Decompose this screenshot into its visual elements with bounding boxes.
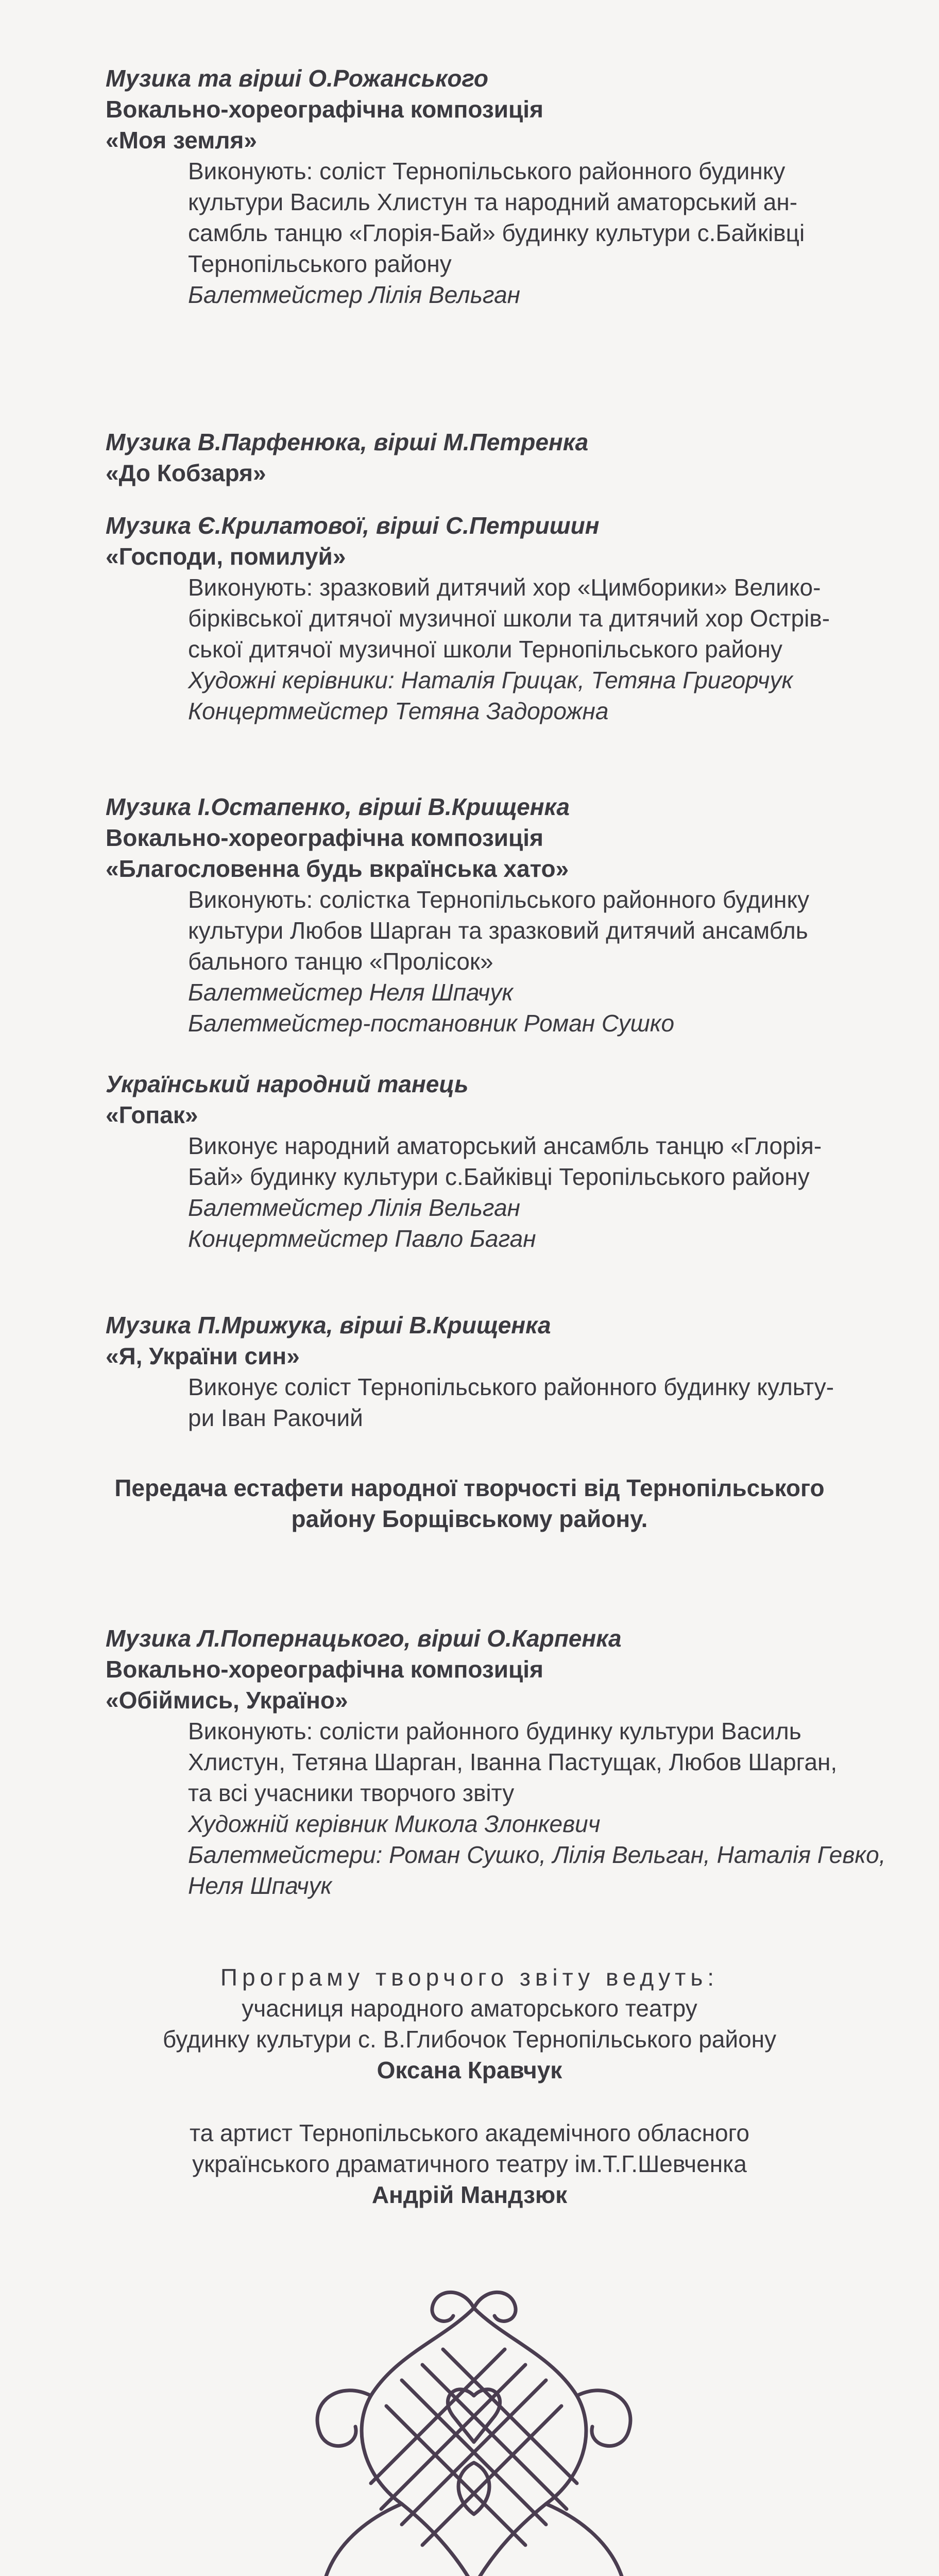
item-performers-line: ської дитячої музичної школи Тернопільського району xyxy=(188,636,783,663)
item-credit-line: Балетмейстер Лілія Вельган xyxy=(188,1194,520,1221)
item-performers-line: бірківської дитячої музичної школи та дитячий хор Острів- xyxy=(188,605,830,632)
item-performers-line: ри Іван Ракочий xyxy=(188,1404,363,1431)
item-credit-line: Балетмейстер-постановник Роман Сушко xyxy=(188,1010,675,1037)
item-author: Музика Л.Попернацького, вірші О.Карпенка xyxy=(106,1625,622,1652)
item-author: Музика П.Мрижука, вірші В.Крищенка xyxy=(106,1312,551,1338)
item-performers-line: та всі учасники творчого звіту xyxy=(188,1780,515,1806)
program-item-7 xyxy=(106,1623,886,1901)
item-performers-line: Виконують: соліст Тернопільського районного будинку xyxy=(188,158,786,184)
host-description-line: учасниця народного аматорського театру xyxy=(242,1995,697,2022)
item-title: «Господи, помилуй» xyxy=(106,543,346,570)
hosts-heading: Програму творчого звіту ведуть: xyxy=(220,1964,719,1991)
item-title: «Обіймись, Україно» xyxy=(106,1687,348,1714)
item-title: «Гопак» xyxy=(106,1101,198,1128)
item-credit-line: Концертмейстер Павло Баган xyxy=(188,1225,536,1252)
item-subtitle: Вокально-хореографічна композиція xyxy=(106,96,543,123)
relay-notice xyxy=(0,1472,939,1534)
host-description-line: та артист Тернопільського академічного обласного xyxy=(190,2120,749,2146)
item-credit-line: Балетмейстер Лілія Вельган xyxy=(188,281,520,308)
program-item-2 xyxy=(106,427,878,488)
item-author: Музика Є.Крилатової, вірші С.Петришин xyxy=(106,512,600,539)
program-item-3 xyxy=(106,510,878,726)
program-item-6 xyxy=(106,1310,878,1433)
item-performers-line: Виконує соліст Тернопільського районного будинку культу- xyxy=(188,1374,834,1400)
item-author: Український народний танець xyxy=(106,1071,469,1097)
item-credit-line: Балетмейстер Неля Шпачук xyxy=(188,979,514,1006)
item-credit-line: Концертмейстер Тетяна Задорожна xyxy=(188,698,609,724)
host-name: Оксана Кравчук xyxy=(377,2057,562,2083)
item-author: Музика та вірші О.Рожанського xyxy=(106,65,488,92)
item-title: «Моя земля» xyxy=(106,127,257,154)
host-description-line: будинку культури с. В.Глибочок Тернопільського району xyxy=(162,2026,777,2053)
item-performers-line: бального танцю «Пролісок» xyxy=(188,948,493,975)
item-performers-line: самбль танцю «Глорія-Бай» будинку культури с.Байківці xyxy=(188,219,805,246)
host-name: Андрій Мандзюк xyxy=(371,2181,568,2208)
program-item-1 xyxy=(106,63,878,310)
item-title: «Благословенна будь вкраїнська хато» xyxy=(106,855,569,882)
item-performers-line: Бай» будинку культури с.Байківці Теропільського району xyxy=(188,1163,810,1190)
item-author: Музика В.Парфенюка, вірші М.Петренка xyxy=(106,429,589,455)
item-performers-line: Тернопільського району xyxy=(188,250,452,277)
item-performers-line: культури Любов Шарган та зразковий дитячий ансамбль xyxy=(188,917,808,944)
item-performers-line: культури Василь Хлистун та народний аматорський ан- xyxy=(188,189,798,215)
item-title: «Я, України син» xyxy=(106,1343,300,1369)
item-performers-line: Виконує народний аматорський ансамбль танцю «Глорія- xyxy=(188,1132,822,1159)
item-credit-line: Художній керівник Микола Злонкевич xyxy=(188,1810,601,1837)
item-credit-line: Неля Шпачук xyxy=(188,1872,332,1899)
item-performers-line: Виконують: солістка Тернопільського районного будинку xyxy=(188,886,810,913)
decorative-lattice-ornament-icon xyxy=(288,2277,659,2576)
host-description-line: українського драматичного театру ім.Т.Г.Шевченка xyxy=(192,2150,747,2177)
item-credit-line: Художні керівники: Наталія Грицак, Тетяна Григорчук xyxy=(188,667,793,693)
item-author: Музика І.Остапенко, вірші В.Крищенка xyxy=(106,793,570,820)
hosts-block-2 xyxy=(0,2117,939,2210)
item-subtitle: Вокально-хореографічна композиція xyxy=(106,824,543,851)
item-subtitle: Вокально-хореографічна композиція xyxy=(106,1656,543,1683)
item-credit-line: Балетмейстери: Роман Сушко, Лілія Вельган, Наталія Гевко, xyxy=(188,1841,886,1868)
hosts-block xyxy=(0,1962,939,2086)
program-item-4 xyxy=(106,791,878,1039)
item-performers-line: Виконують: зразковий дитячий хор «Цимборики» Велико- xyxy=(188,574,821,601)
relay-notice-line: Передача естафети народної творчості від Тернопільського xyxy=(114,1475,825,1501)
item-performers-line: Виконують: солісти районного будинку культури Василь xyxy=(188,1718,801,1744)
item-performers-line: Хлистун, Тетяна Шарган, Іванна Пастущак, Любов Шарган, xyxy=(188,1749,838,1775)
relay-notice-line: району Борщівському району. xyxy=(291,1505,648,1532)
program-item-5 xyxy=(106,1069,878,1254)
item-title: «До Кобзаря» xyxy=(106,460,266,486)
